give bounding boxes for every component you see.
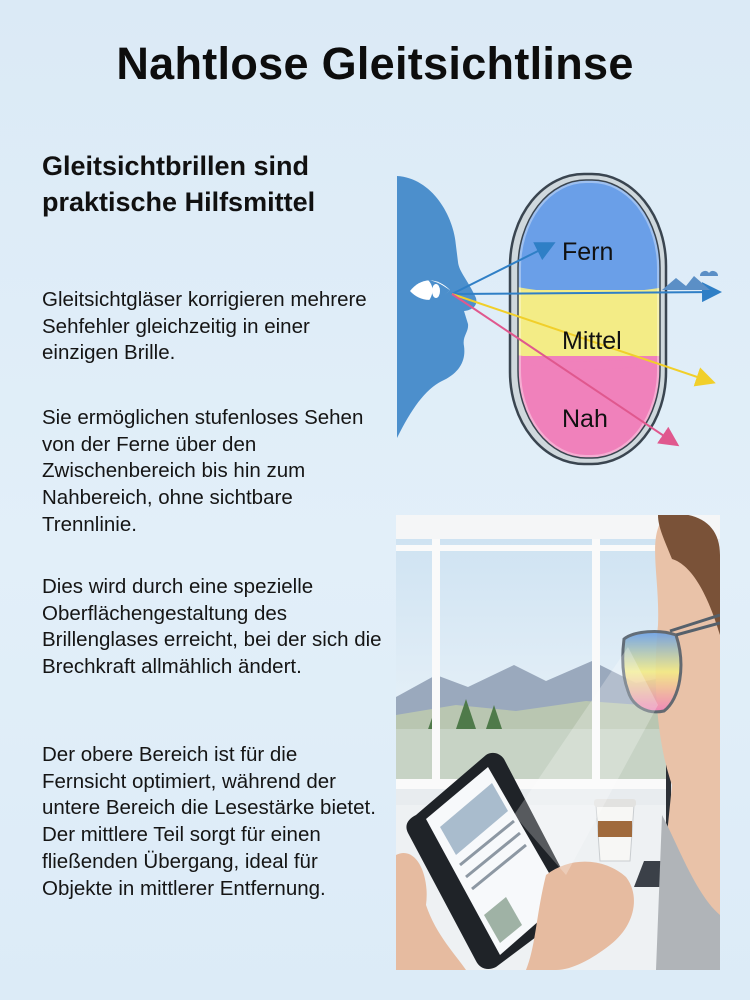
zone-label-fern: Fern	[562, 238, 614, 266]
paragraph-4: Der obere Bereich ist für die Fernsicht optimiert, während der untere Bereich die Lesestärke bietet. Der mittlere Teil sorgt für einen fließenden Übergang, ideal für Objekte in mittlerer Entfernung.	[42, 743, 376, 900]
paragraph-1: Gleitsichtgläser korrigieren mehrere Sehfehler gleichzeitig in einer einzigen Brille.	[42, 288, 367, 365]
zone-label-mittel: Mittel	[562, 327, 622, 355]
paragraph-3: Dies wird durch eine spezielle Oberflächengestaltung des Brillenglases erreicht, bei der sich die Brechkraft allmählich ändert.	[42, 575, 382, 679]
progressive-lens-diagram	[392, 168, 732, 468]
page-title: Nahtlose Gleitsichtlinse	[116, 38, 634, 89]
arrow-horizon	[452, 292, 718, 294]
face-silhouette-icon	[397, 176, 476, 438]
paragraph-2: Sie ermöglichen stufenloses Sehen von der Ferne über den Zwischenbereich bis hin zum Nahbereich, ohne sichtbare Trennlinie.	[42, 406, 364, 536]
section-subtitle: Gleitsichtbrillen sind praktische Hilfsmittel	[42, 151, 316, 217]
cloud-icon	[700, 271, 718, 276]
mountain-icon	[662, 276, 710, 290]
zone-label-nah: Nah	[562, 405, 608, 433]
office-photo	[396, 515, 720, 970]
